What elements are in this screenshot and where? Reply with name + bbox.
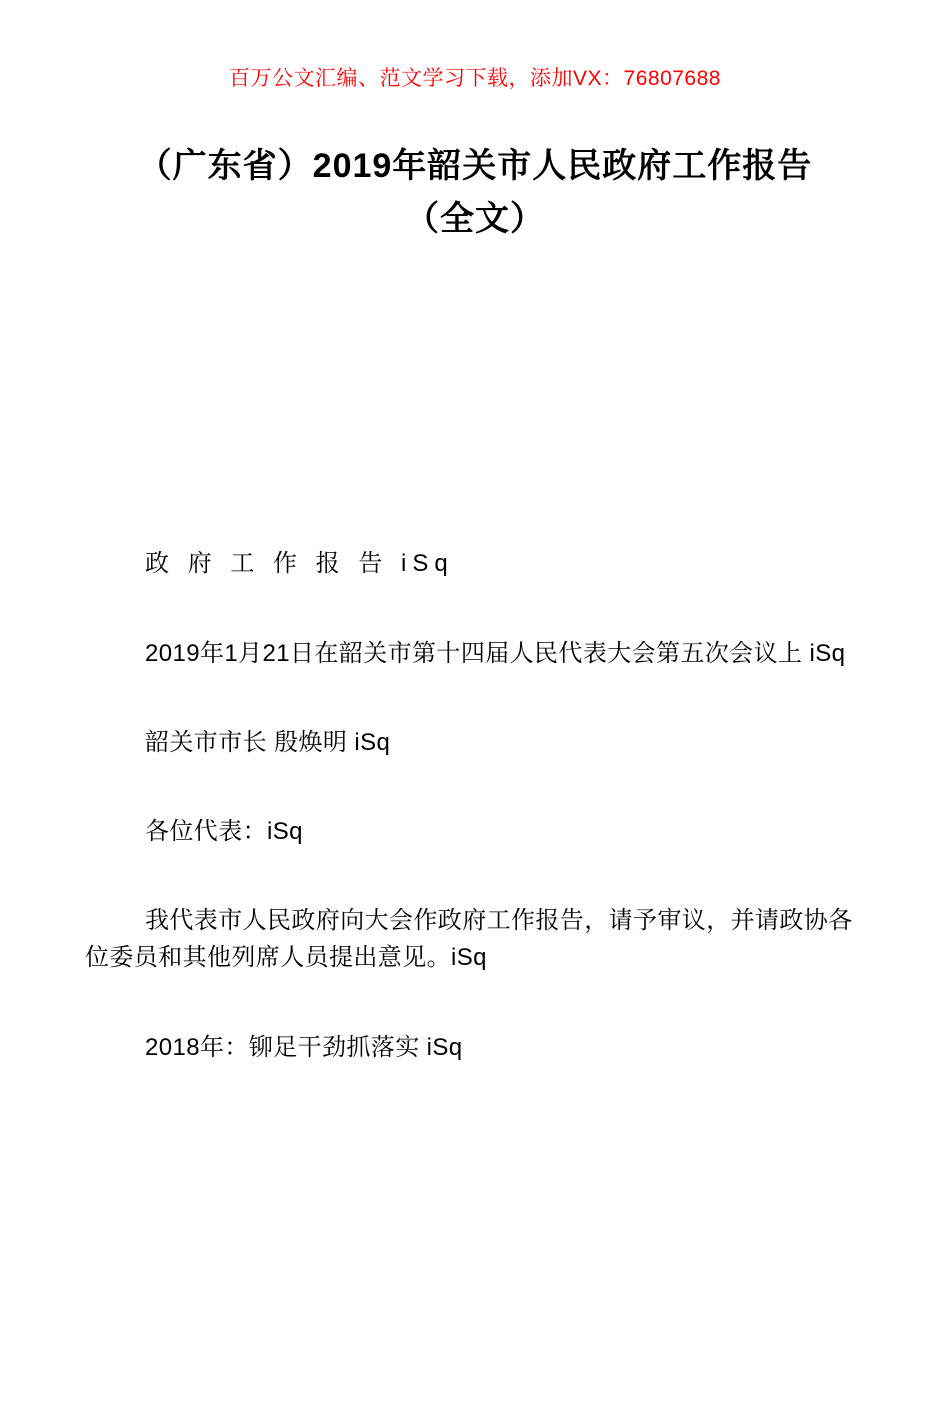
paragraph-meeting-info: 2019年1月21日在韶关市第十四届人民代表大会第五次会议上 iSq (145, 639, 846, 667)
paragraph-section-2018: 2018年：铆足干劲抓落实 iSq (145, 1033, 463, 1061)
document-page (0, 62, 950, 1406)
paragraph-intro: 我代表市人民政府向大会作政府工作报告，请予审议，并请政协各位委员和其他列席人员提出意见。iSq (85, 907, 853, 972)
paragraph-report-heading: 政 府 工 作 报 告 iSq (145, 550, 454, 578)
page-title: （广东省）2019年韶关市人民政府工作报告（全文） (137, 147, 813, 238)
promo-banner: 百万公文汇编、范文学习下载，添加VX：76807688 (229, 67, 721, 90)
document-body (85, 545, 865, 1065)
paragraph-salutation: 各位代表：iSq (145, 817, 303, 845)
paragraph-speaker: 韶关市市长 殷焕明 iSq (145, 728, 391, 756)
